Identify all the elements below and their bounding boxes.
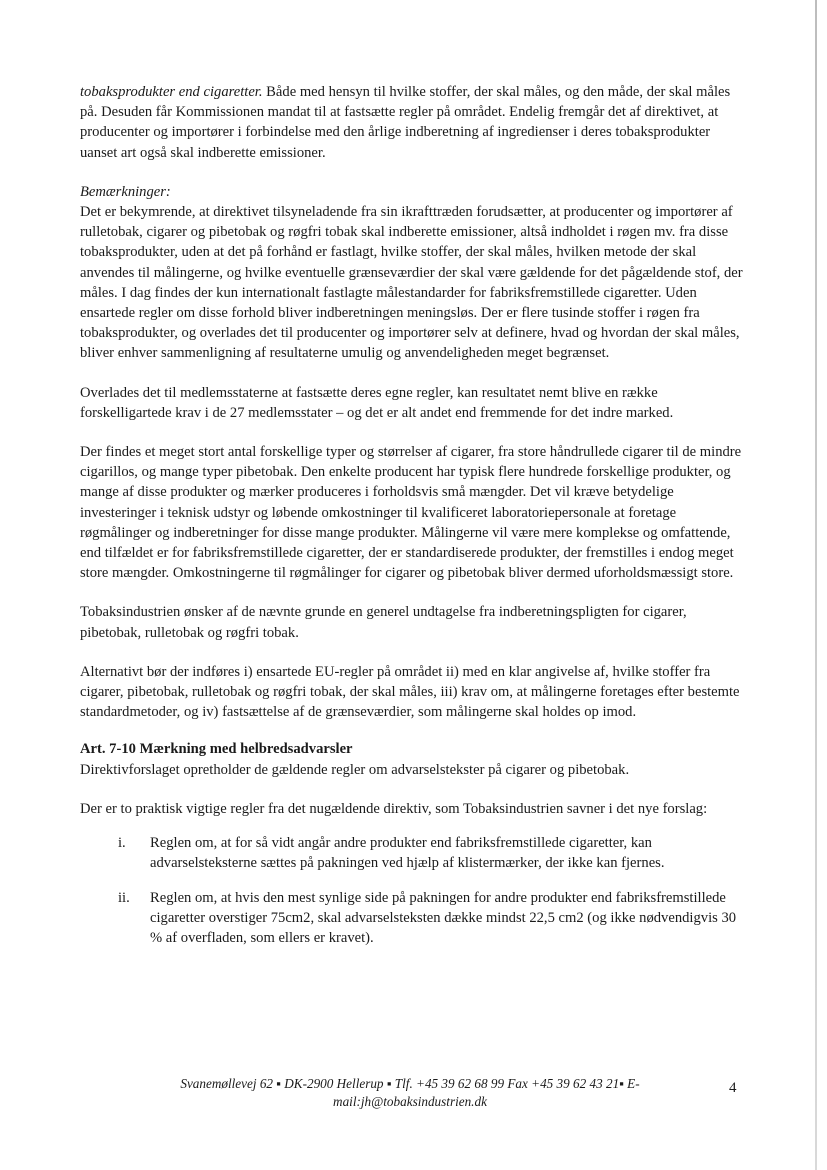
list-item — [80, 888, 748, 949]
intro-paragraph — [80, 82, 748, 163]
remarks-heading: Bemærkninger: — [80, 183, 171, 200]
rules-list — [80, 833, 748, 948]
section-heading: Art. 7-10 Mærkning med helbredsadvarsler — [80, 741, 353, 758]
paragraph-cigar-types: Der findes et meget stort antal forskellige typer og størrelser af cigarer, fra store håndrullede cigarer til de mindre cigarillos, og mange typer pibetobak. Den enkelte producent har typisk flere hundrede forskellige produkter, og mange af disse produkter og mærker produceres i forholdsvis små mængder. Det vil kræve betydelige investeringer i teknisk udstyr og løbende omkostninger til kvalificeret laboratoriepersonale at foretage røgmålinger og indberetninger for disse mange produkter. Målingerne vil være mere komplekse og omfattende, end tilfældet er for fabriksfremstillede cigaretter, der er standardiserede produkter, der fremstilles i endog meget store mængder. Omkostningerne til røgmålinger for cigarer og pibetobak bliver dermed uforholdsmæssigt store. — [80, 444, 742, 582]
list-item-number: i. — [118, 835, 126, 852]
list-item-text: Reglen om, at hvis den mest synlige side på pakningen for andre produkter end fabriksfremstillede cigaretter overstiger 75cm2, skal advarselsteksten dække mindst 22,5 cm2 (og ikke nødvendigvis 30 % af overfladen, som ellers er kravet). — [150, 889, 737, 946]
remarks-text: Det er bekymrende, at direktivet tilsyneladende fra sin ikrafttræden forudsætter, at producenter og importører af rulletobak, cigarer og pibetobak og røgfri tobak skal indberette emissioner, altså indholdet i røgen mv. fra disse tobaksprodukter, uden at det på forhånd er fastlagt, hvilke stoffer, der skal måles, hvilken metode der skal anvendes til målingerne, og hvilke eventuelle grænseværdier der skal være gældende for det pågældende stof, der måles. I dag findes der kun internationalt fastlagte målestandarder for fabriksfremstillede cigaretter. Uden ensartede regler om disse forhold bliver indberetningen meningsløs. Der er flere tusinde stoffer i røgen fra tobaksprodukter, og overlades det til producenter og importører selv at definere, hvad og hvordan der skal måles, bliver enhver sammenligning af resultaterne umulig og anvendeligheden meget begrænset. — [80, 204, 743, 362]
document-body — [80, 82, 748, 962]
footer-address: Svanemøllevej 62 ▪ DK-2900 Hellerup ▪ Tlf. +45 39 62 68 99 Fax +45 39 62 43 21▪ E-mail:jh@tobaksindustrien.dk — [180, 1076, 640, 1109]
paragraph-exemption: Tobaksindustrien ønsker af de nævnte grunde en generel undtagelse fra indberetningspligten for cigarer, pibetobak, rulletobak og røgfri tobak. — [80, 604, 687, 641]
page-edge-shadow — [815, 0, 817, 1170]
remarks-paragraph — [80, 182, 748, 364]
section-text: Direktivforslaget opretholder de gældende regler om advarselstekster på cigarer og pibetobak. — [80, 761, 630, 778]
section-intro: Der er to praktisk vigtige regler fra det nugældende direktiv, som Tobaksindustrien savner i det nye forslag: — [80, 800, 708, 817]
intro-text: Både med hensyn til hvilke stoffer, der skal måles, og den måde, der skal måles på. Desuden får Kommissionen mandat til at fastsætte regler på området. Endelig fremgår det af direktivet, at producenter og importører i forbindelse med den årlige indberetning af ingredienser i deres tobaksprodukter uanset art også skal indberette emissioner. — [80, 84, 731, 161]
list-item — [80, 833, 748, 873]
page-number: 4 — [729, 1080, 737, 1096]
list-item-number: ii. — [118, 889, 130, 906]
paragraph-alternative: Alternativt bør der indføres i) ensartede EU-regler på området ii) med en klar angivelse af, hvilke stoffer fra cigarer, pibetobak, rulletobak og røgfri tobak, der skal måles, iii) krav om, at målingerne foretages efter bestemte standardmetoder, og iv) fastsættelse af de grænseværdier, som målingerne skal holdes op imod. — [80, 663, 740, 721]
paragraph-member-states: Overlades det til medlemsstaterne at fastsætte deres egne regler, kan resultatet nemt blive en række forskelligartede krav i de 27 medlemsstater – og det er alt andet end fremmende for det indre marked. — [80, 384, 674, 421]
list-item-text: Reglen om, at for så vidt angår andre produkter end fabriksfremstillede cigaretter, kan advarselsteksterne sættes på pakningen ved hjælp af klistermærker, der ikke kan fjernes. — [150, 835, 665, 872]
intro-lead-italic: tobaksprodukter end cigaretter. — [80, 84, 263, 100]
